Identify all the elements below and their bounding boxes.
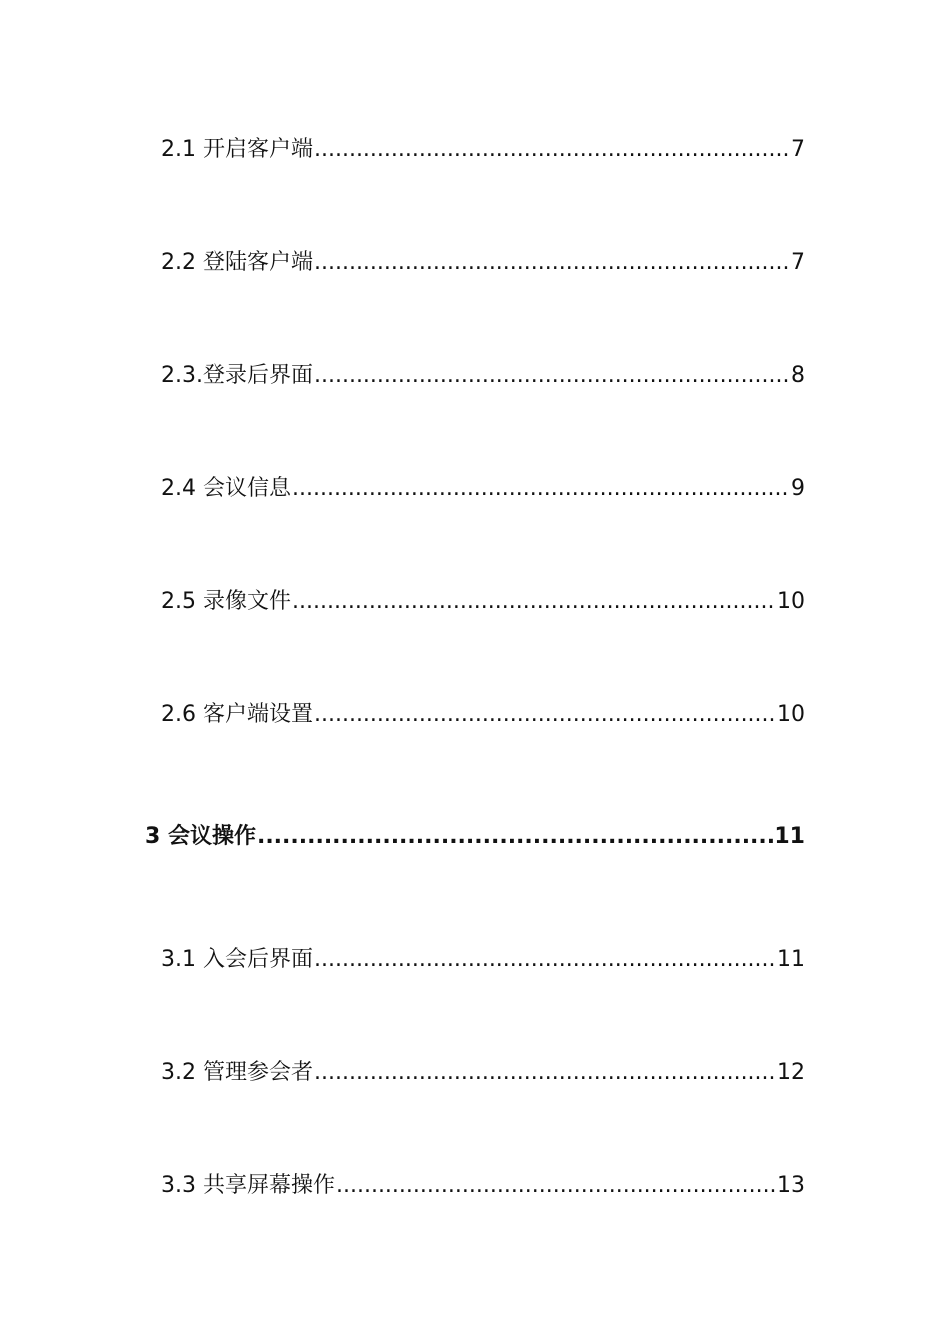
toc-entry-3[interactable] xyxy=(145,820,805,854)
toc-dot-leader xyxy=(292,472,790,506)
toc-page-number: 12 xyxy=(777,1060,805,1085)
toc-entry-2-3[interactable] xyxy=(161,359,805,393)
toc-entry-label: 3.3 共享屏幕操作 xyxy=(161,1173,335,1198)
toc-dot-leader xyxy=(314,246,790,280)
toc-entry-label: 2.5 录像文件 xyxy=(161,589,291,614)
toc-entry-label: 2.3.登录后界面 xyxy=(161,363,313,388)
toc-dot-leader xyxy=(292,585,776,619)
toc-page-number: 10 xyxy=(777,702,805,727)
toc-entry-3-3[interactable] xyxy=(161,1169,805,1203)
toc-page-number: 10 xyxy=(777,589,805,614)
toc-dot-leader xyxy=(257,820,773,854)
toc-entry-label: 2.6 客户端设置 xyxy=(161,702,313,727)
toc-entry-3-1[interactable] xyxy=(161,943,805,977)
toc-entry-label: 2.4 会议信息 xyxy=(161,476,291,501)
toc-entry-label: 3 会议操作 xyxy=(145,824,256,849)
toc-page-number: 7 xyxy=(791,137,805,162)
toc-page-number: 7 xyxy=(791,250,805,275)
toc-page-number: 8 xyxy=(791,363,805,388)
toc-dot-leader xyxy=(314,359,790,393)
toc-entry-label: 2.1 开启客户端 xyxy=(161,137,313,162)
toc-dot-leader xyxy=(336,1169,776,1203)
toc-entry-3-2[interactable] xyxy=(161,1056,805,1090)
toc-dot-leader xyxy=(314,1056,776,1090)
toc-entry-2-4[interactable] xyxy=(161,472,805,506)
toc-dot-leader xyxy=(314,698,776,732)
toc-page-number: 13 xyxy=(777,1173,805,1198)
toc-page-number: 11 xyxy=(777,947,805,972)
toc-entry-2-2[interactable] xyxy=(161,246,805,280)
toc-entry-label: 3.2 管理参会者 xyxy=(161,1060,313,1085)
toc-entry-2-1[interactable] xyxy=(161,133,805,167)
toc-page-number: 11 xyxy=(774,824,805,849)
toc-entry-label: 2.2 登陆客户端 xyxy=(161,250,313,275)
toc-page-number: 9 xyxy=(791,476,805,501)
toc-entry-label: 3.1 入会后界面 xyxy=(161,947,313,972)
toc-entry-2-5[interactable] xyxy=(161,585,805,619)
toc-dot-leader xyxy=(314,943,776,977)
toc-entry-2-6[interactable] xyxy=(161,698,805,732)
toc-dot-leader xyxy=(314,133,790,167)
